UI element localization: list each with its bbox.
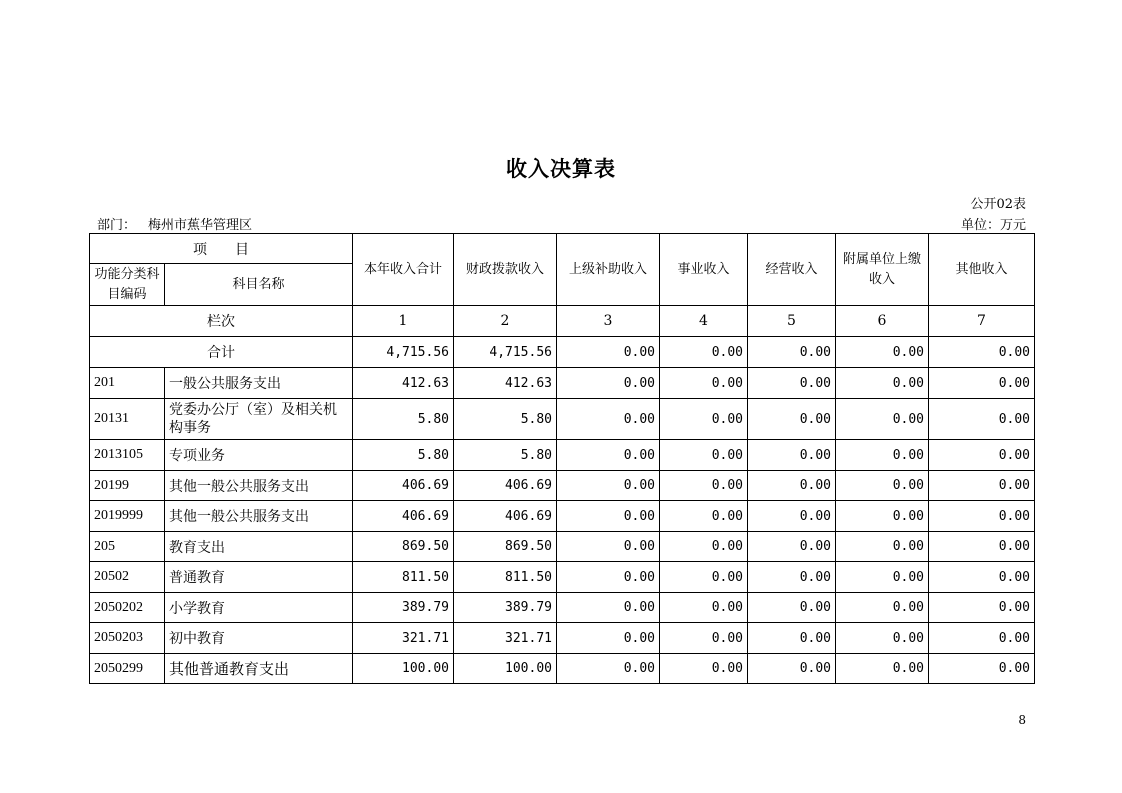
value-cell: 0.00 (748, 368, 836, 399)
income-table (89, 233, 1035, 684)
func-code: 20502 (90, 562, 165, 593)
subject-name: 其他普通教育支出 (165, 654, 353, 684)
table-row (90, 654, 1035, 684)
unit-label: 单位：万元 (960, 218, 1026, 233)
value-cell: 100.00 (454, 654, 557, 684)
func-code-header: 功能分类科目编码 (90, 264, 165, 306)
value-cell: 0.00 (660, 399, 748, 440)
value-cell: 0.00 (557, 501, 660, 532)
value-cell: 0.00 (929, 562, 1035, 593)
value-cell: 0.00 (929, 593, 1035, 623)
value-cell: 0.00 (836, 562, 929, 593)
value-cell: 0.00 (929, 440, 1035, 471)
total-value: 0.00 (929, 337, 1035, 368)
value-cell: 389.79 (353, 593, 454, 623)
value-cell: 0.00 (836, 471, 929, 501)
subject-name: 一般公共服务支出 (165, 368, 353, 399)
value-cell: 811.50 (454, 562, 557, 593)
col-header-1: 本年收入合计 (353, 234, 454, 306)
subject-name: 普通教育 (165, 562, 353, 593)
subject-name: 其他一般公共服务支出 (165, 501, 353, 532)
value-cell: 0.00 (836, 440, 929, 471)
column-index-label: 栏次 (90, 306, 353, 337)
subject-name-header: 科目名称 (165, 264, 353, 306)
column-number: 3 (557, 306, 660, 337)
column-number: 2 (454, 306, 557, 337)
func-code: 2050203 (90, 623, 165, 654)
value-cell: 5.80 (353, 399, 454, 440)
total-value: 4,715.56 (454, 337, 557, 368)
total-value: 4,715.56 (353, 337, 454, 368)
value-cell: 0.00 (836, 654, 929, 684)
func-code: 2050202 (90, 593, 165, 623)
func-code: 2050299 (90, 654, 165, 684)
header-row-1 (90, 234, 1035, 264)
column-number: 1 (353, 306, 454, 337)
value-cell: 0.00 (557, 368, 660, 399)
col-header-4: 事业收入 (660, 234, 748, 306)
subject-name: 其他一般公共服务支出 (165, 471, 353, 501)
department-line (97, 214, 252, 233)
table-row (90, 399, 1035, 440)
table-row (90, 623, 1035, 654)
func-code: 2013105 (90, 440, 165, 471)
value-cell: 0.00 (929, 532, 1035, 562)
department-name: 梅州市蕉华管理区 (148, 218, 253, 233)
value-cell: 321.71 (353, 623, 454, 654)
table-row (90, 368, 1035, 399)
value-cell: 0.00 (748, 532, 836, 562)
value-cell: 0.00 (660, 532, 748, 562)
item-header: 项 目 (90, 234, 353, 264)
table-row (90, 440, 1035, 471)
value-cell: 321.71 (454, 623, 557, 654)
value-cell: 0.00 (748, 654, 836, 684)
value-cell: 406.69 (353, 501, 454, 532)
func-code: 201 (90, 368, 165, 399)
col-header-5: 经营收入 (748, 234, 836, 306)
column-index-row (90, 306, 1035, 337)
page-title: 收入决算表 (506, 156, 616, 181)
total-value: 0.00 (836, 337, 929, 368)
value-cell: 406.69 (454, 471, 557, 501)
value-cell: 5.80 (454, 399, 557, 440)
value-cell: 0.00 (929, 501, 1035, 532)
value-cell: 406.69 (353, 471, 454, 501)
subject-name: 教育支出 (165, 532, 353, 562)
value-cell: 0.00 (660, 368, 748, 399)
value-cell: 0.00 (748, 501, 836, 532)
column-number: 7 (929, 306, 1035, 337)
value-cell: 0.00 (929, 399, 1035, 440)
column-number: 5 (748, 306, 836, 337)
value-cell: 0.00 (557, 654, 660, 684)
value-cell: 0.00 (660, 562, 748, 593)
col-header-6: 附属单位上缴收入 (836, 234, 929, 306)
value-cell: 0.00 (929, 471, 1035, 501)
value-cell: 0.00 (748, 399, 836, 440)
table-row (90, 501, 1035, 532)
value-cell: 0.00 (929, 654, 1035, 684)
value-cell: 0.00 (557, 471, 660, 501)
value-cell: 0.00 (660, 471, 748, 501)
col-header-7: 其他收入 (929, 234, 1035, 306)
value-cell: 100.00 (353, 654, 454, 684)
column-number: 4 (660, 306, 748, 337)
value-cell: 5.80 (353, 440, 454, 471)
value-cell: 0.00 (836, 501, 929, 532)
total-label: 合计 (90, 337, 353, 368)
total-value: 0.00 (660, 337, 748, 368)
value-cell: 5.80 (454, 440, 557, 471)
value-cell: 0.00 (557, 399, 660, 440)
total-row (90, 337, 1035, 368)
value-cell: 0.00 (660, 623, 748, 654)
total-value: 0.00 (557, 337, 660, 368)
page-number: 8 (1018, 713, 1026, 727)
value-cell: 0.00 (748, 471, 836, 501)
subject-name: 小学教育 (165, 593, 353, 623)
value-cell: 0.00 (836, 368, 929, 399)
value-cell: 811.50 (353, 562, 454, 593)
value-cell: 0.00 (836, 623, 929, 654)
table-row (90, 471, 1035, 501)
value-cell: 0.00 (660, 593, 748, 623)
func-code: 2019999 (90, 501, 165, 532)
column-number: 6 (836, 306, 929, 337)
value-cell: 0.00 (836, 399, 929, 440)
table-row (90, 593, 1035, 623)
col-header-3: 上级补助收入 (557, 234, 660, 306)
value-cell: 0.00 (557, 440, 660, 471)
subject-name: 专项业务 (165, 440, 353, 471)
value-cell: 412.63 (454, 368, 557, 399)
value-cell: 0.00 (748, 593, 836, 623)
col-header-2: 财政拨款收入 (454, 234, 557, 306)
subject-name: 初中教育 (165, 623, 353, 654)
form-number: 公开02表 (970, 197, 1026, 212)
value-cell: 0.00 (748, 562, 836, 593)
value-cell: 0.00 (748, 623, 836, 654)
value-cell: 0.00 (836, 593, 929, 623)
subject-name: 党委办公厅（室）及相关机构事务 (165, 399, 353, 440)
func-code: 205 (90, 532, 165, 562)
func-code: 20199 (90, 471, 165, 501)
table-row (90, 532, 1035, 562)
value-cell: 0.00 (836, 532, 929, 562)
func-code: 20131 (90, 399, 165, 440)
table-row (90, 562, 1035, 593)
value-cell: 0.00 (660, 654, 748, 684)
value-cell: 869.50 (454, 532, 557, 562)
department-label: 部门： (97, 218, 137, 233)
value-cell: 389.79 (454, 593, 557, 623)
value-cell: 0.00 (660, 440, 748, 471)
total-value: 0.00 (748, 337, 836, 368)
value-cell: 869.50 (353, 532, 454, 562)
value-cell: 0.00 (557, 593, 660, 623)
value-cell: 412.63 (353, 368, 454, 399)
value-cell: 0.00 (557, 623, 660, 654)
value-cell: 0.00 (929, 623, 1035, 654)
value-cell: 0.00 (929, 368, 1035, 399)
value-cell: 0.00 (557, 532, 660, 562)
value-cell: 0.00 (748, 440, 836, 471)
value-cell: 0.00 (557, 562, 660, 593)
value-cell: 406.69 (454, 501, 557, 532)
value-cell: 0.00 (660, 501, 748, 532)
